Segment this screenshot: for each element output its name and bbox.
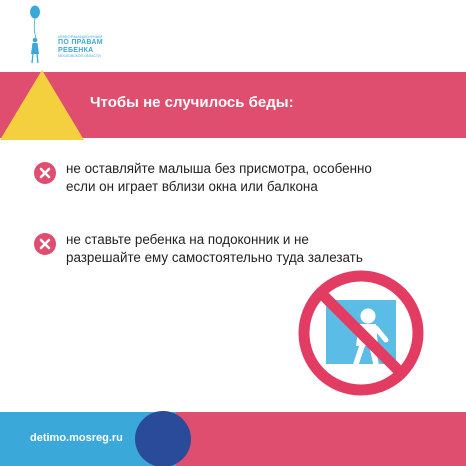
- logo-line-1: ИНФОРМАЦИОННЫЙ: [58, 34, 103, 39]
- prohibited-child-on-window-icon: [296, 268, 426, 398]
- logo-line-3: РЕБЕНКА: [58, 46, 94, 54]
- warning-item-text: не ставьте ребенка на подоконник и не разрешайте ему самостоятельно туда залезать: [66, 232, 363, 265]
- warning-item-1: [34, 161, 372, 218]
- footer-pink-panel: [176, 412, 466, 466]
- footer-circle-decoration: [134, 410, 192, 466]
- balloon-child-logo-icon: [22, 4, 56, 66]
- yellow-triangle-decoration: [0, 70, 86, 142]
- x-circle-icon: [34, 233, 56, 255]
- x-circle-icon: [34, 162, 56, 184]
- warning-item-text: не оставляйте малыша без присмотра, особенно если он играет вблизи окна или балкона: [66, 161, 372, 194]
- footer-site-link[interactable]: detimo.mosreg.ru: [30, 432, 123, 444]
- banner-title: Чтобы не случилось беды:: [90, 94, 294, 111]
- logo: [22, 4, 142, 66]
- logo-line-2: ПО ПРАВАМ: [58, 39, 103, 46]
- logo-line-4: МОСКОВСКОЙ ОБЛАСТИ: [58, 54, 101, 58]
